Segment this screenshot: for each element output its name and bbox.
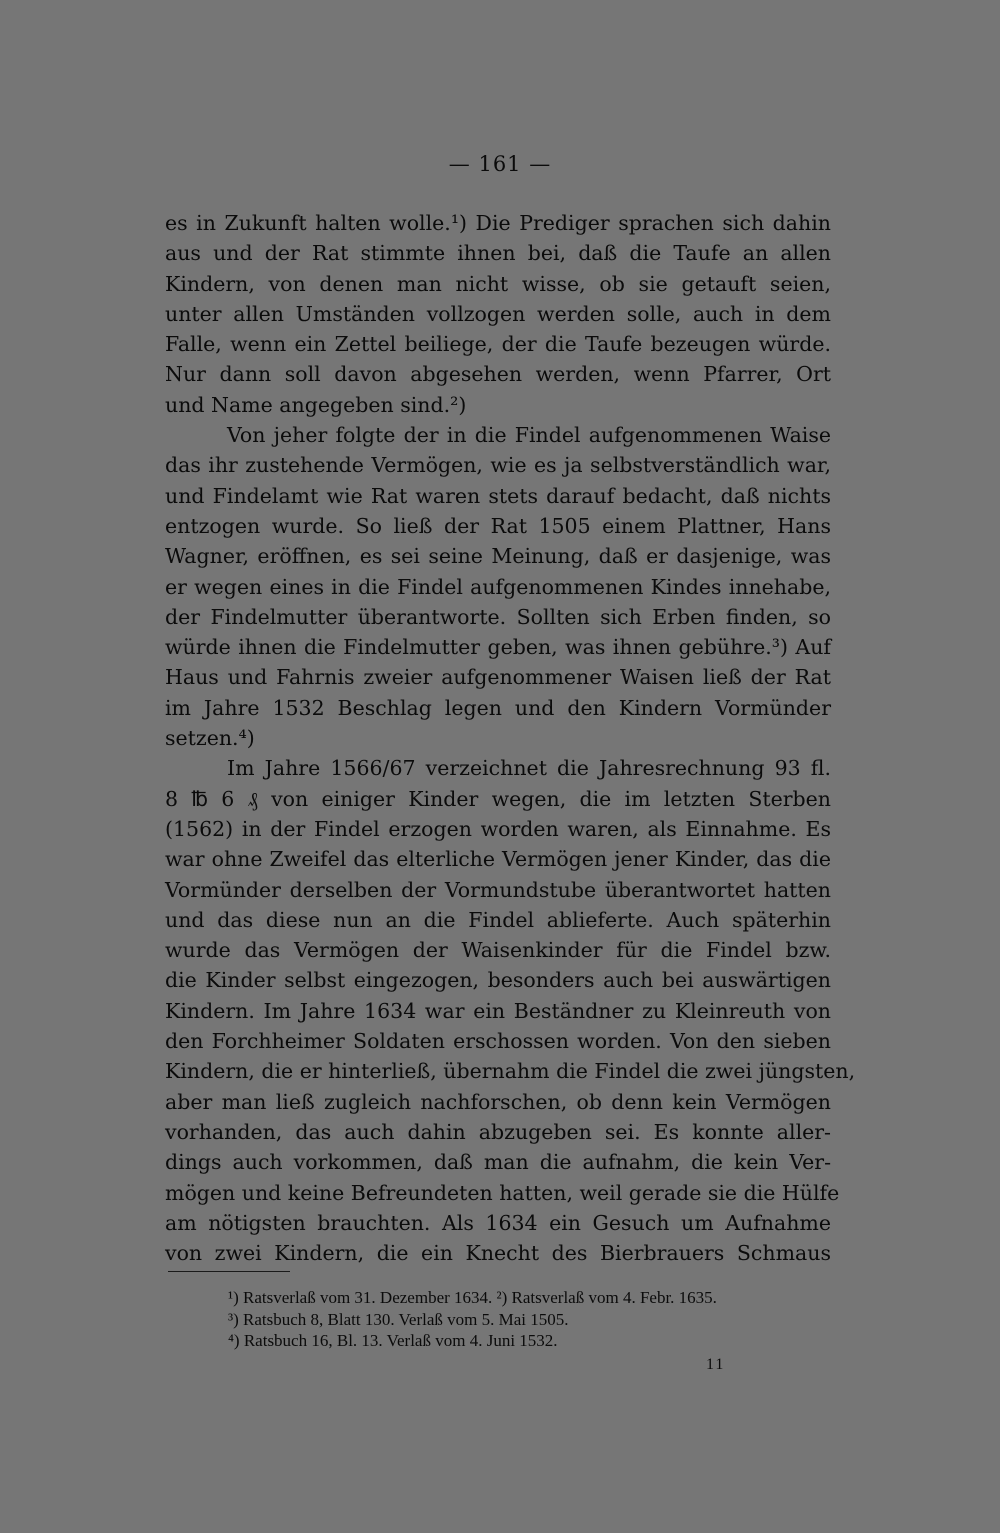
body-line: und Name angegeben sind.²): [165, 392, 467, 417]
body-line: es in Zukunft halten wolle.¹) Die Prediger sprachen sich dahin: [165, 211, 831, 235]
body-line: das ihr zustehende Vermögen, wie es ja selbstverständlich war,: [165, 453, 831, 478]
body-line: aber man ließ zugleich nachforschen, ob denn kein Vermögen: [165, 1089, 831, 1114]
body-line: den Forchheimer Soldaten erschossen worden. Von den sieben: [165, 1029, 831, 1054]
body-line: und das diese nun an die Findel ablieferte. Auch späterhin: [165, 907, 831, 932]
body-line: im Jahre 1532 Beschlag legen und den Kindern Vormünder: [165, 695, 831, 720]
footnotes: [228, 1287, 840, 1352]
body-line: Kindern, von denen man nicht wisse, ob sie getauft seien,: [165, 271, 831, 296]
printer-signature-mark: 11: [706, 1356, 726, 1373]
footnote: ¹) Ratsverlaß vom 31. Dezember 1634. ²) Ratsverlaß vom 4. Febr. 1635.: [228, 1288, 717, 1307]
body-line: Nur dann soll davon abgesehen werden, wenn Pfarrer, Ort: [165, 362, 831, 387]
body-line: die Kinder selbst eingezogen, besonders auch bei auswärtigen: [165, 968, 831, 993]
body-line: Falle, wenn ein Zettel beiliege, der die Taufe bezeugen würde.: [165, 332, 831, 357]
footnote: ³) Ratsbuch 8, Blatt 130. Verlaß vom 5. Mai 1505.: [228, 1309, 569, 1329]
body-line: Kindern. Im Jahre 1634 war ein Beständner zu Kleinreuth von: [165, 998, 831, 1023]
body-line: entzogen wurde. So ließ der Rat 1505 einem Plattner, Hans: [165, 513, 831, 538]
body-line: Wagner, eröffnen, es sei seine Meinung, daß er dasjenige, was: [165, 544, 831, 569]
body-line: vorhanden, das auch dahin abzugeben sei. Es konnte aller-: [165, 1119, 831, 1144]
body-line: unter allen Umständen vollzogen werden solle, auch in dem: [165, 301, 831, 326]
body-line: Haus und Fahrnis zweier aufgenommener Waisen ließ der Rat: [165, 665, 831, 690]
body-line: von zwei Kindern, die ein Knecht des Bierbrauers Schmaus: [165, 1241, 831, 1266]
body-line: wurde das Vermögen der Waisenkinder für die Findel bzw.: [165, 938, 831, 963]
body-line: setzen.⁴): [165, 726, 255, 751]
page-number-header: — 161 —: [448, 152, 552, 176]
body-line: (1562) in der Findel erzogen worden waren, als Einnahme. Es: [165, 816, 831, 841]
body-line: 8 ℔ 6 ₰ von einiger Kinder wegen, die im letzten Sterben: [165, 786, 831, 811]
body-line: würde ihnen die Findelmutter geben, was ihnen gebühre.³) Auf: [165, 635, 831, 660]
body-line: Kindern, die er hinterließ, übernahm die Findel die zwei jüngsten,: [165, 1059, 856, 1084]
body-line: und Findelamt wie Rat waren stets darauf bedacht, daß nichts: [165, 483, 831, 508]
footnote: ⁴) Ratsbuch 16, Bl. 13. Verlaß vom 4. Juni 1532.: [228, 1331, 558, 1350]
body-line: er wegen eines in die Findel aufgenommenen Kindes innehabe,: [165, 574, 831, 599]
footnote-divider: [168, 1271, 290, 1272]
body-line: am nötigsten brauchten. Als 1634 ein Gesuch um Aufnahme: [165, 1210, 831, 1235]
body-line: Im Jahre 1566/67 verzeichnet die Jahresrechnung 93 fl.: [227, 756, 831, 781]
body-line: Vormünder derselben der Vormundstube überantwortet hatten: [165, 877, 831, 902]
body-line: der Findelmutter überantworte. Sollten sich Erben finden, so: [165, 604, 831, 629]
body-line: mögen und keine Befreundeten hatten, weil gerade sie die Hülfe: [165, 1180, 840, 1205]
body-line: aus und der Rat stimmte ihnen bei, daß die Taufe an allen: [165, 241, 831, 266]
body-line: dings auch vorkommen, daß man die aufnahm, die kein Ver-: [165, 1150, 831, 1175]
body-line: war ohne Zweifel das elterliche Vermögen jener Kinder, das die: [165, 847, 831, 872]
body-line: Von jeher folgte der in die Findel aufgenommenen Waise: [227, 423, 831, 448]
body-text: [165, 208, 856, 1268]
